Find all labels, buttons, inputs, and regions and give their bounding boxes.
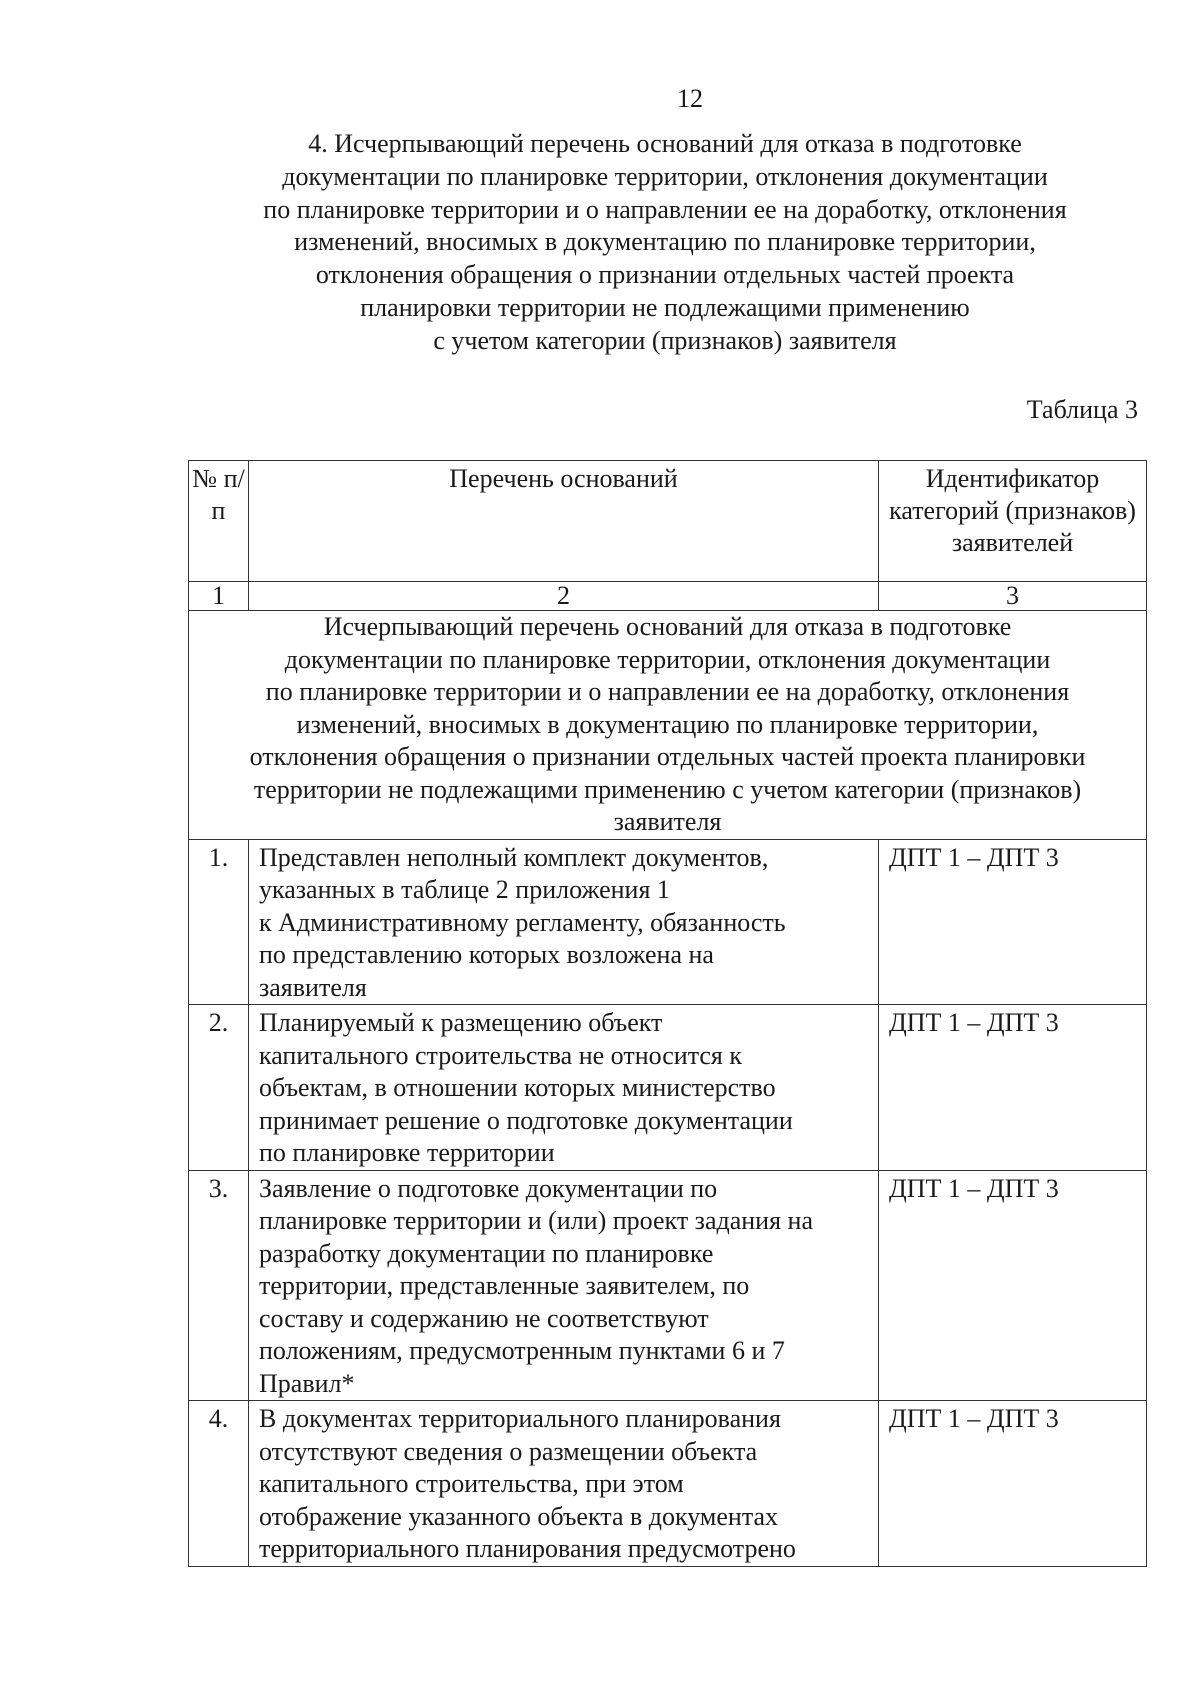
table-header-row bbox=[189, 461, 1147, 582]
row-grounds-line: по планировке территории bbox=[259, 1138, 555, 1167]
row-number: 2. bbox=[189, 1005, 249, 1171]
row-number: 1. bbox=[189, 839, 249, 1005]
row-grounds-line: разработку документации по планировке bbox=[259, 1238, 714, 1268]
row-grounds-line: планировке территории и (или) проект задания на bbox=[259, 1206, 813, 1235]
table-row bbox=[189, 1401, 1147, 1567]
row-grounds-line: Планируемый к размещению объект bbox=[259, 1008, 663, 1037]
table-row bbox=[189, 1005, 1147, 1171]
row-grounds-line: Заявление о подготовке документации по bbox=[259, 1173, 718, 1203]
table-row bbox=[189, 839, 1147, 1005]
section-title-line: отклонения обращения о признании отдельных частей проекта bbox=[315, 260, 1015, 290]
row-grounds-line: территориального планирования предусмотрено bbox=[259, 1534, 796, 1563]
section-title-line: по планировке территории и о направлении ее на доработку, отклонения bbox=[263, 194, 1067, 224]
row-grounds-line: В документах территориального планирования bbox=[259, 1404, 781, 1433]
row-grounds-line: заявителя bbox=[259, 972, 367, 1002]
section-title-line: изменений, вносимых в документацию по планировке территории, bbox=[294, 227, 1036, 257]
section-title-line: планировки территории не подлежащими применению bbox=[360, 292, 970, 322]
column-number: 1 bbox=[189, 582, 249, 611]
group-heading-line: заявителя bbox=[613, 807, 722, 836]
row-category: ДПТ 1 – ДПТ 3 bbox=[879, 1005, 1147, 1171]
row-grounds-line: к Административному регламенту, обязанность bbox=[259, 907, 786, 937]
row-grounds-line: принимает решение о подготовке документации bbox=[259, 1105, 793, 1135]
group-heading-line: отклонения обращения о признании отдельных частей проекта планировки bbox=[249, 742, 1086, 771]
table-caption: Таблица 3 bbox=[1026, 395, 1138, 424]
row-grounds-line: положениям, предусмотренным пунктами 6 и 7 bbox=[259, 1336, 785, 1365]
row-grounds bbox=[249, 1170, 879, 1401]
group-heading-line: территории не подлежащими применению с учетом категории (признаков) bbox=[253, 774, 1082, 804]
group-heading-line: по планировке территории и о направлении ее на доработку, отклонения bbox=[265, 677, 1070, 706]
group-heading bbox=[189, 611, 1147, 840]
column-number: 2 bbox=[249, 582, 879, 611]
section-title-line: 4. Исчерпывающий перечень оснований для отказа в подготовке bbox=[308, 129, 1022, 158]
row-grounds-line: капитального строительства не относится к bbox=[259, 1040, 743, 1070]
header-grounds: Перечень оснований bbox=[249, 461, 879, 582]
group-heading-line: изменений, вносимых в документацию по планировке территории, bbox=[296, 709, 1039, 739]
row-grounds bbox=[249, 1401, 879, 1567]
row-grounds-line: по представлению которых возложена на bbox=[259, 940, 714, 969]
row-category: ДПТ 1 – ДПТ 3 bbox=[879, 1401, 1147, 1567]
header-number: № п/п bbox=[189, 461, 249, 582]
header-category-id: Идентификатор категорий (признаков) заявителей bbox=[879, 461, 1147, 582]
row-grounds-line: территории, представленные заявителем, по bbox=[259, 1271, 750, 1300]
page-number: 12 bbox=[677, 84, 703, 113]
row-grounds-line: указанных в таблице 2 приложения 1 bbox=[259, 875, 670, 904]
row-grounds-line: составу и содержанию не соответствуют bbox=[259, 1303, 709, 1333]
grounds-table bbox=[188, 460, 1147, 1567]
row-number: 3. bbox=[189, 1170, 249, 1401]
row-grounds bbox=[249, 1005, 879, 1171]
row-grounds-line: отсутствуют сведения о размещении объекта bbox=[259, 1436, 758, 1466]
row-grounds-line: капитального строительства, при этом bbox=[259, 1469, 684, 1498]
group-heading-row bbox=[189, 611, 1147, 840]
row-grounds-line: Представлен неполный комплект документов, bbox=[259, 842, 769, 872]
row-category: ДПТ 1 – ДПТ 3 bbox=[879, 839, 1147, 1005]
row-number: 4. bbox=[189, 1401, 249, 1567]
column-number-row bbox=[189, 582, 1147, 611]
group-heading-line: Исчерпывающий перечень оснований для отказа в подготовке bbox=[323, 612, 1012, 641]
row-category: ДПТ 1 – ДПТ 3 bbox=[879, 1170, 1147, 1401]
section-title-line: документации по планировке территории, отклонения документации bbox=[282, 161, 1048, 191]
column-number: 3 bbox=[879, 582, 1147, 611]
row-grounds-line: объектам, в отношении которых министерство bbox=[259, 1073, 776, 1102]
row-grounds bbox=[249, 839, 879, 1005]
row-grounds-line: отображение указанного объекта в документах bbox=[259, 1501, 779, 1531]
group-heading-line: документации по планировке территории, отклонения документации bbox=[284, 644, 1051, 674]
section-title-line: с учетом категории (признаков) заявителя bbox=[433, 325, 897, 355]
row-grounds-line: Правил* bbox=[259, 1368, 355, 1398]
table-row bbox=[189, 1170, 1147, 1401]
section-title bbox=[150, 128, 1180, 358]
